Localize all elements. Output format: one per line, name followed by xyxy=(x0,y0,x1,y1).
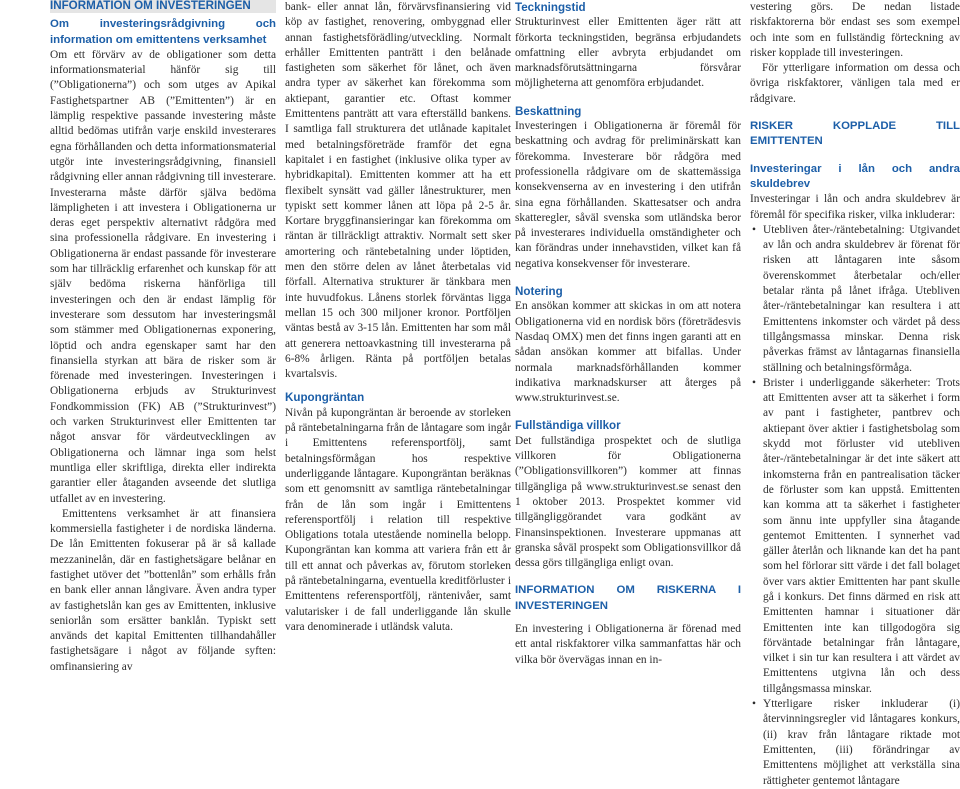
paragraph: Strukturinvest eller Emittenten äger rätt att förkorta teckningstiden, begränsa erbjudandets omfattning eller avbryta erbjudandet om marknadsförutsättningarna försvårar möjligheterna att genomföra erbjudandet. xyxy=(515,16,741,90)
section-header-bar xyxy=(50,0,276,13)
paragraph: Det fullständiga prospektet och de slutliga villkoren för Obligationerna (”Obligationsvillkoren”) kommer att finnas tillgängliga på www.strukturinvest.se senast den 1 oktober 2013. Prospektet kommer vid tillgängliggörandet vara godkänt av Finansinspektionen. Investerare uppmanas att granska såväl prospekt som Obligationsvillkor då dessa görs tillgängliga enligt ovan. xyxy=(515,434,741,570)
heading-risker-emittenten: RISKER KOPPLADE TILL EMITTENTEN xyxy=(750,120,960,148)
paragraph: Investeringen i Obligationerna är föremål för beskattning och avdrag för preliminärskatt kan förekomma. Investerare bör rådgöra med professionella rådgivare om de skattemässiga konsekvenserna av en investering i den utifrån sina egna förhållanden. Skattesatser och andra skatteregler, såväl svenska som utländska beror på investerares individuella omständigheter och kan förändras under innehavstiden, vilket kan få negativa konsekvenser för investerare. xyxy=(515,120,741,270)
paragraph: Investeringar i lån och andra skuldebrev är föremål för specifika risker, vilka inkluderar: xyxy=(750,193,960,221)
paragraph: Emittentens verksamhet är att finansiera kommersiella fastigheter i de nordiska länderna. De lån Emittenten fokuserar på är så kallade mezzaninelån, där en fastighetsägare belånar en fastighet utöver det ”bottenlån” som erhålls från en bank eller annan långivare. Även andra typer av fastighetslån kan ges av Emittenten, inklusive seniorlån som ersätter banklån. Typiskt sett används det kapital Emittenten tillhandahåller fastighetsägare i något av följande syften: omfinansiering av xyxy=(50,507,276,673)
heading-fullstandiga-villkor: Fullständiga villkor xyxy=(515,419,621,433)
section-heading-information: INFORMATION OM INVESTERINGEN xyxy=(50,0,251,12)
list-item: • Ytterligare risker inkluderar (i) återvinningsregler vid låntagares konkurs, (ii) krav från låntagare riktade mot Emittenten, (iii) förändringar av Emittentens möjlighet att verkställa sina rättigheter gentemot låntagare xyxy=(763,697,960,789)
list-item: • Brister i underliggande säkerheter: Trots att Emittenten avser att ta säkerhet i form av pant i fastigheter, pantbrev och aktiepant över aktier i fastighetsbolag som skydd mot förluster vid utebliven åter-/räntebetalningar är det inte säkert att inkomsterna från en pantrealisation täcker de förluster som kan uppstå. Emittenten kan komma att ta säkerhet i fastigheter som ännu inte uppfyller sina åtagande gentemot Emittenten. I synnerhet vad gäller återlån och liknande kan det ha pant som hel förlorar sitt värde i det fall bolaget över vars aktier Emittenten har pant skulle gå i konkurs. Det finns därmed en risk att Emittenten hamnar i situationer där Emittenten inte kan tillgodogöra sig förväntade betalningar från låntagare, vilket i sin tur kan resultera i att värdet av Emittentens utgivna lån och dess tillgångsmassa minskar. xyxy=(763,376,960,697)
paragraph: Om ett förvärv av de obligationer som detta informationsmaterial hänför sig till (”Obligationerna”) och som utges av Apikal Fastighetspartner AB (”Emittenten”) är en lämplig respektive passande investering måste alltid bedömas utifrån varje enskild investerares egna förhållanden och detta informationsmaterial utgör inte investeringsrådgivning, finansiell rådgivning eller annan rådgivning till investerare. Investerarna måste därför själva bedöma lämpligheten i att investera i Obligationerna ur deras eget perspektiv alternativt rådgöra med sina professionella rådgivare. En investering i Obligationerna är endast passande för investerare som har tillräcklig erfarenhet och kunskap för att själv bedöma riskerna hänförliga till investeringen och den är endast lämplig för investerare som dessutom har investeringsmål som stämmer med Obligationernas exponering, löptid och andra egenskaper samt har den finansiella styrkan att bära de risker som är förenade med investeringen. Investeringen i Obligationerna erbjuds av Strukturinvest Fondkommission (FK) AB (”Strukturinvest”) och varken Strukturinvest eller Emittenten tar något ansvar för värdeutvecklingen av Obligationerna och lämnar inga som helst muntliga eller skriftliga, direkta eller indirekta garantier eller åtaganden avseende det slutliga utfallet av en investering. xyxy=(50,48,276,505)
column-2 xyxy=(285,0,511,635)
subheading-investment-advice: Om investeringsrådgivning och information om emittentens verksamhet xyxy=(50,18,276,46)
paragraph: En investering i Obligationerna är förenad med ett antal riskfaktorer vilka sammanfattas här och vilka bör övervägas innan en in- xyxy=(515,622,741,666)
column-3 xyxy=(515,0,741,668)
paragraph: Nivån på kupongräntan är beroende av storleken på räntebetalningarna från de låntagare som ingår i Emittentens referensportfölj, samt betalningsförmågan hos respektive underliggande låntagare. Kupongräntan beräknas som ett genomsnitt av samtliga räntebetalningar från de lån som ingår i Emittentens referensportfölj i relation till respektive Obligations totala utestående nominella belopp. Kupongräntan kan komma att variera från ett år till ett annat och påverkas av, förutom storleken på räntebetalningarna, eventuella kreditförluster i Emittentens referensportfölj, räntenivåer, samt valutarisker i de fall underliggande lån skulle vara denominerade i utländsk valuta. xyxy=(285,406,511,633)
paragraph: En ansökan kommer att skickas in om att notera Obligationerna vid en nordisk börs (företrädesvis Nasdaq OMX) men det finns ingen garanti att en sådan ansökan kommer att bifallas. Under normala marknadsförhållanden kommer indikativa marknadskurser att återges på www.strukturinvest.se. xyxy=(515,300,741,405)
paragraph: För ytterligare information om dessa och övriga riskfaktorer, vänligen tala med er rådgivare. xyxy=(750,62,960,105)
heading-investeringar-lan: Investeringar i lån och andra skuldebrev xyxy=(750,162,960,190)
risk-list xyxy=(750,223,960,789)
paragraph: vestering görs. De nedan listade riskfaktorerna bör endast ses som exempel och inte som en fullständig förteckning av risker kopplade till investeringen. xyxy=(750,1,960,59)
column-4 xyxy=(750,0,960,789)
heading-notering: Notering xyxy=(515,285,563,299)
heading-beskattning: Beskattning xyxy=(515,104,582,118)
heading-kupongrantan: Kupongräntan xyxy=(285,391,365,405)
list-item: • Utebliven åter-/räntebetalning: Utgivandet av lån och andra skuldebrev är förenat för risken att låntagaren inte såsom överenskommet återbetalar och/eller betalar ränta på lånet ifråga. Utebliven åter-/räntebetalningar kan resultera i att Emittentens inkomster och värdet på dess tillgångsmassa minskar. Denna risk påverkas främst av låntagarnas finansiella ställning och betalningsförmåga. xyxy=(763,223,960,376)
heading-information-om-riskerna: INFORMATION OM RISKERNA I INVESTERINGEN xyxy=(515,584,741,612)
column-1 xyxy=(50,0,276,675)
paragraph: bank- eller annat lån, förvärvsfinansiering vid köp av fastighet, renovering, ombyggnad eller annan fastighetsförädling/utveckling. Normalt erhåller Emittenten panträtt i den belånade fastigheten som säkerhet för lånet, och även andra typer av säkerhet kan förekomma som aktiepant, garantier etc. Oftast kommer Emittentens panträtt att vara efterställd bankens. I samtliga fall strukturera det utlånade kapitalet med betalningsföreträde framför det egna kapitalet i en fastighet (inklusive olika typer av hybridkapital). Emittenten kommer att ha ett flexibelt synsätt vad gäller lånestrukturer, men typiskt sett kommer lånen att löpa på 2-5 år. Kortare bryggfinansieringar kan förekomma om räntan är tillräckligt attraktiv. Normalt sett sker amortering och räntebetalning under löptiden, men den större delen av lånet återbetalas vid förfall. Alternativa strukturer är tänkbara men inte huvudfokus. Lånens storlek förväntas ligga mellan 15 och 300 miljoner kronor. Portföljen väntas bestå av 3-15 lån. Emittenten har som mål att generera nettoavkastning till investerarna på 6-8% årligen. Ränta på portföljen betalas kvartalsvis. xyxy=(285,1,511,381)
heading-teckningstid: Teckningstid xyxy=(515,1,586,14)
